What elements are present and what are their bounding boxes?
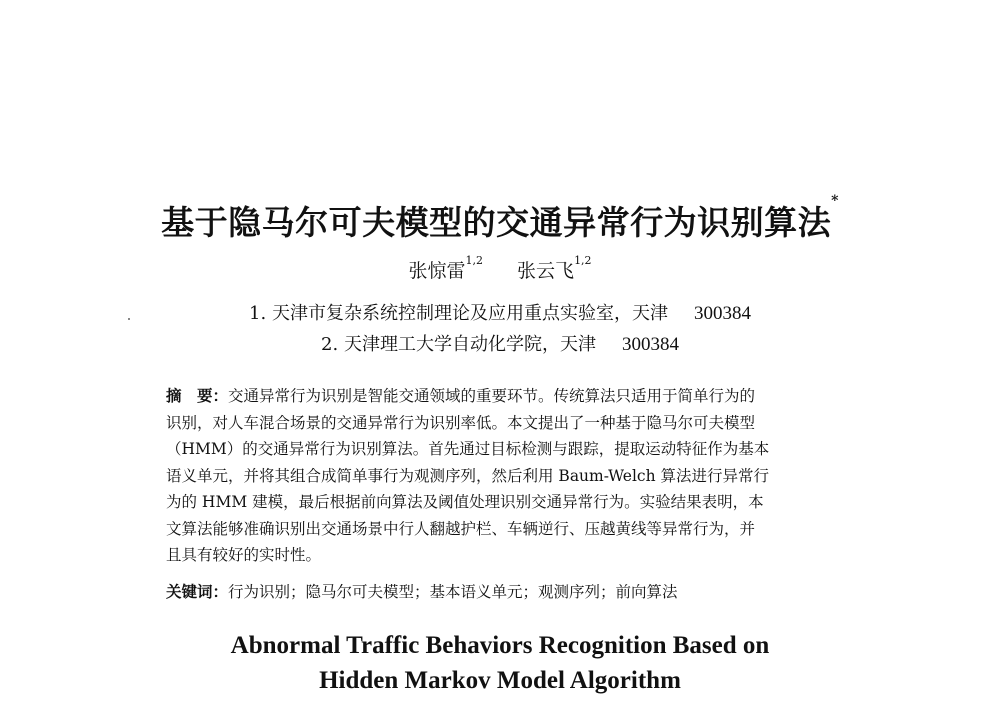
postal-code: 300384 <box>693 303 751 324</box>
author-name: 张惊雷 <box>408 260 466 282</box>
keywords <box>166 580 872 602</box>
keywords-label: 关键词： <box>166 583 229 601</box>
abstract-line-text: 交通异常行为识别是智能交通领域的重要环节。传统算法只适用于简单行为的 <box>228 387 756 405</box>
abstract-line: 语义单元，并将其组合成简单事行为观测序列，然后利用 Baum-Welch 算法进行异常行 <box>166 466 770 485</box>
abstract <box>166 383 872 569</box>
abstract-line: 为的 HMM 建模，最后根据前向算法及阈值处理识别交通异常行为。实验结果表明，本 <box>166 493 764 511</box>
scan-speck <box>128 318 130 320</box>
affiliation-text: 1. 天津市复杂系统控制理论及应用重点实验室，天津 <box>249 303 668 324</box>
abstract-line: （HMM）的交通异常行为识别算法。首先通过目标检测与跟踪，提取运动特征作为基本 <box>166 440 770 458</box>
abstract-line <box>166 383 872 410</box>
affiliation-2 <box>0 330 1000 356</box>
abstract-line: 且具有较好的实时性。 <box>166 546 322 564</box>
postal-code: 300384 <box>621 334 679 355</box>
title-footnote-mark: * <box>831 193 839 209</box>
abstract-line: 文算法能够准确识别出交通场景中行人翻越护栏、车辆逆行、压越黄线等异常行为，并 <box>166 519 756 538</box>
affiliation-text: 2. 天津理工大学自动化学院，天津 <box>321 334 596 355</box>
author-affiliation-mark: 1,2 <box>465 254 483 267</box>
english-title-line-2: Hidden Markov Model Algorithm <box>319 667 681 694</box>
paper-title-text: 基于隐马尔可夫模型的交通异常行为识别算法 <box>161 203 832 242</box>
author-affiliation-mark: 1,2 <box>574 254 592 267</box>
affiliation-1 <box>0 299 1000 325</box>
abstract-line: 识别，对人车混合场景的交通异常行为识别率低。本文提出了一种基于隐马尔可夫模型 <box>166 413 756 432</box>
abstract-label: 摘 要： <box>166 387 229 405</box>
author-list <box>0 256 1000 283</box>
english-title-line-1: Abnormal Traffic Behaviors Recognition Based on <box>230 632 770 659</box>
keywords-text: 行为识别；隐马尔可夫模型；基本语义单元；观测序列；前向算法 <box>228 583 678 601</box>
paper-title <box>0 193 1000 244</box>
author-name: 张云飞 <box>517 260 575 282</box>
